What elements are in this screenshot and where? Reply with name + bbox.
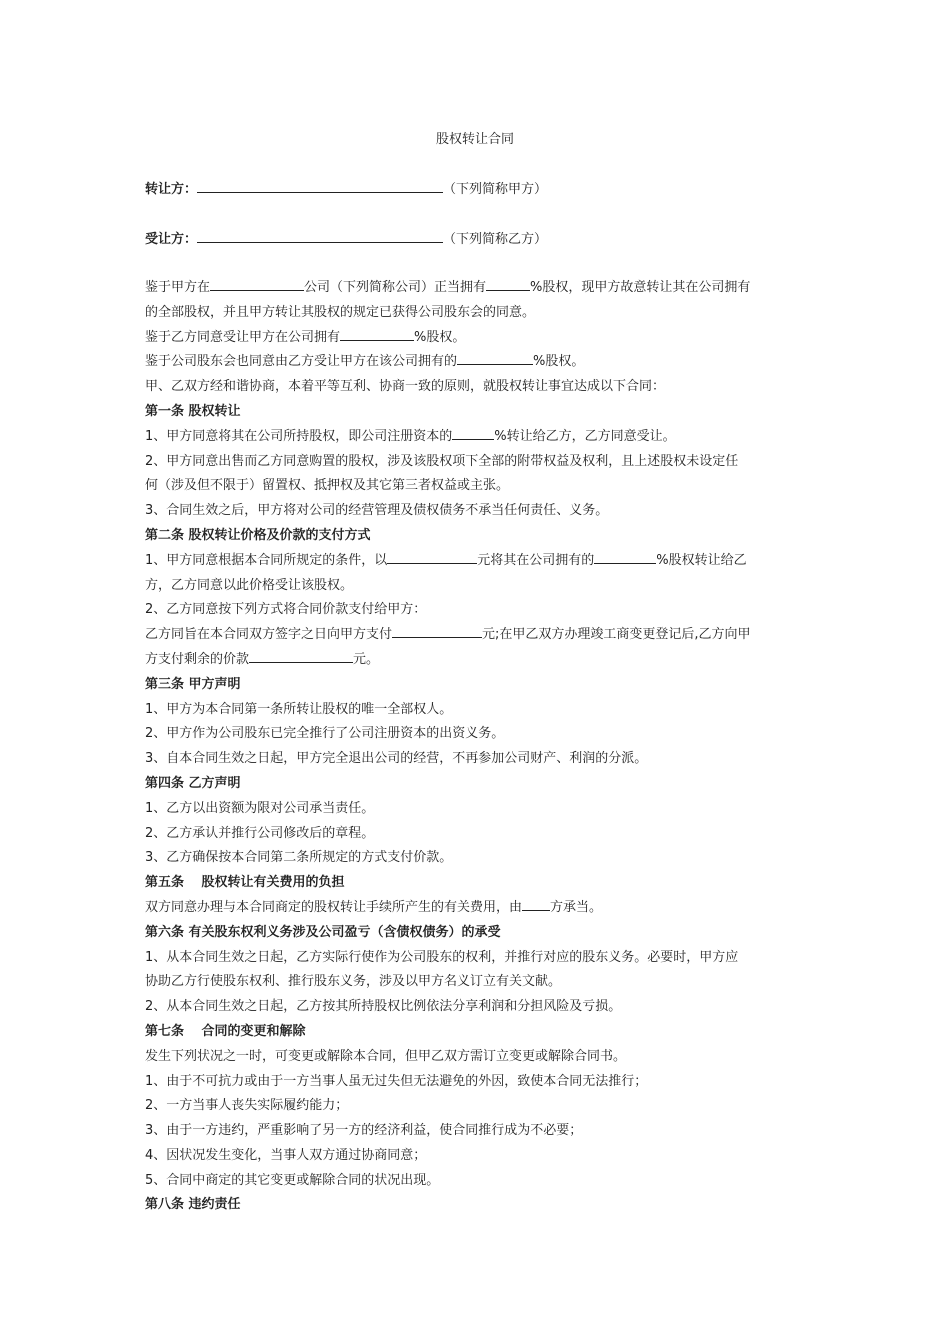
transferor-line — [145, 178, 547, 197]
clause-line: 发生下列状况之一时，可变更或解除本合同，但甲乙双方需订立变更或解除合同书。 — [145, 1048, 627, 1064]
clause-line: 何（涉及但不限于）留置权、抵押权及其它第三者权益或主张。 — [145, 478, 510, 494]
clause-line: 双方同意办理与本合同商定的股权转让手续所产生的有关费用，由 方承当。 — [145, 899, 603, 915]
clause-line: 1、乙方以出资额为限对公司承当责任。 — [145, 800, 375, 816]
transferee-line — [145, 228, 547, 247]
clause-line: 1、甲方同意将其在公司所持股权，即公司注册资本的 %转让给乙方，乙方同意受让。 — [145, 428, 676, 444]
transferee-label: 受让方： — [145, 232, 198, 247]
document-title: 股权转让合同 — [435, 132, 514, 147]
clause-line: 3、由于一方违约，严重影响了另一方的经济利益，使合同推行成为不必要； — [145, 1123, 583, 1139]
clause-line: 2、一方当事人丧失实际履约能力； — [145, 1098, 349, 1114]
transferee-blank — [197, 230, 443, 243]
clause-line: 1、甲方为本合同第一条所转让股权的唯一全部权人。 — [145, 701, 453, 717]
clause-line: 4、因状况发生变化，当事人双方通过协商同意； — [145, 1147, 427, 1163]
clause-line: 3、自本合同生效之日起，甲方完全退出公司的经营，不再参加公司财产、利润的分派。 — [145, 751, 648, 767]
clause-line: 2、甲方同意出售而乙方同意购置的股权，涉及该股权项下全部的附带权益及权利，且上述股权未设定任 — [145, 453, 739, 469]
article-heading: 第六条 有关股东权利义务涉及公司盈亏（含债权债务）的承受 — [145, 924, 501, 940]
transferor-label: 转让方： — [145, 182, 198, 197]
clause-line: 1、由于不可抗力或由于一方当事人虽无过失但无法避免的外因，致使本合同无法推行； — [145, 1073, 648, 1089]
article-heading: 第三条 甲方声明 — [145, 676, 241, 692]
clause-line: 方支付剩余的价款 元。 — [145, 651, 380, 667]
article-heading: 第七条 合同的变更和解除 — [145, 1023, 306, 1039]
clause-line: 方，乙方同意以此价格受让该股权。 — [145, 577, 354, 593]
clause-line: 2、甲方作为公司股东已完全推行了公司注册资本的出资义务。 — [145, 726, 505, 742]
article-heading: 第五条 股权转让有关费用的负担 — [145, 875, 345, 891]
article-heading: 第二条 股权转让价格及价款的支付方式 — [145, 527, 371, 543]
recital-line: 鉴于公司股东会也同意由乙方受让甲方在该公司拥有的 %股权。 — [145, 354, 585, 370]
clause-line: 乙方同旨在本合同双方签字之日向甲方支付 元;在甲乙双方办理竣工商变更登记后,乙方向甲 — [145, 627, 751, 643]
clause-line: 2、乙方同意按下列方式将合同价款支付给甲方： — [145, 602, 427, 618]
clause-line: 1、从本合同生效之日起，乙方实际行使作为公司股东的权利，并推行对应的股东义务。必要时，甲方应 — [145, 949, 739, 965]
clause-line: 协助乙方行使股东权利、推行股东义务，涉及以甲方名义订立有关文献。 — [145, 974, 562, 990]
clause-line: 5、合同中商定的其它变更或解除合同的状况出现。 — [145, 1172, 440, 1188]
transferor-blank — [197, 180, 443, 193]
recital-line: 鉴于乙方同意受让甲方在公司拥有 %股权。 — [145, 329, 466, 345]
clause-line: 2、乙方承认并推行公司修改后的章程。 — [145, 825, 375, 841]
clause-line: 3、合同生效之后，甲方将对公司的经营管理及债权债务不承当任何责任、义务。 — [145, 503, 609, 519]
clause-line: 1、甲方同意根据本合同所规定的条件，以 元将其在公司拥有的 %股权转让给乙 — [145, 552, 747, 568]
transferor-note: （下列简称甲方） — [443, 182, 548, 197]
clause-line: 3、乙方确保按本合同第二条所规定的方式支付价款。 — [145, 850, 453, 866]
article-heading: 第一条 股权转让 — [145, 403, 241, 419]
article-heading: 第八条 违约责任 — [145, 1197, 241, 1213]
recital-line: 甲、乙双方经和谐协商，本着平等互利、协商一致的原则，就股权转让事宜达成以下合同： — [145, 379, 666, 395]
article-heading: 第四条 乙方声明 — [145, 775, 241, 791]
clause-line: 2、从本合同生效之日起，乙方按其所持股权比例依法分享利润和分担风险及亏损。 — [145, 999, 622, 1015]
contract-body — [145, 276, 810, 1218]
recital-line: 的全部股权，并且甲方转让其股权的规定已获得公司股东会的同意。 — [145, 304, 536, 320]
transferee-note: （下列简称乙方） — [443, 232, 548, 247]
recital-line: 鉴于甲方在 公司（下列简称公司）正当拥有 %股权，现甲方故意转让其在公司拥有 — [145, 280, 751, 295]
